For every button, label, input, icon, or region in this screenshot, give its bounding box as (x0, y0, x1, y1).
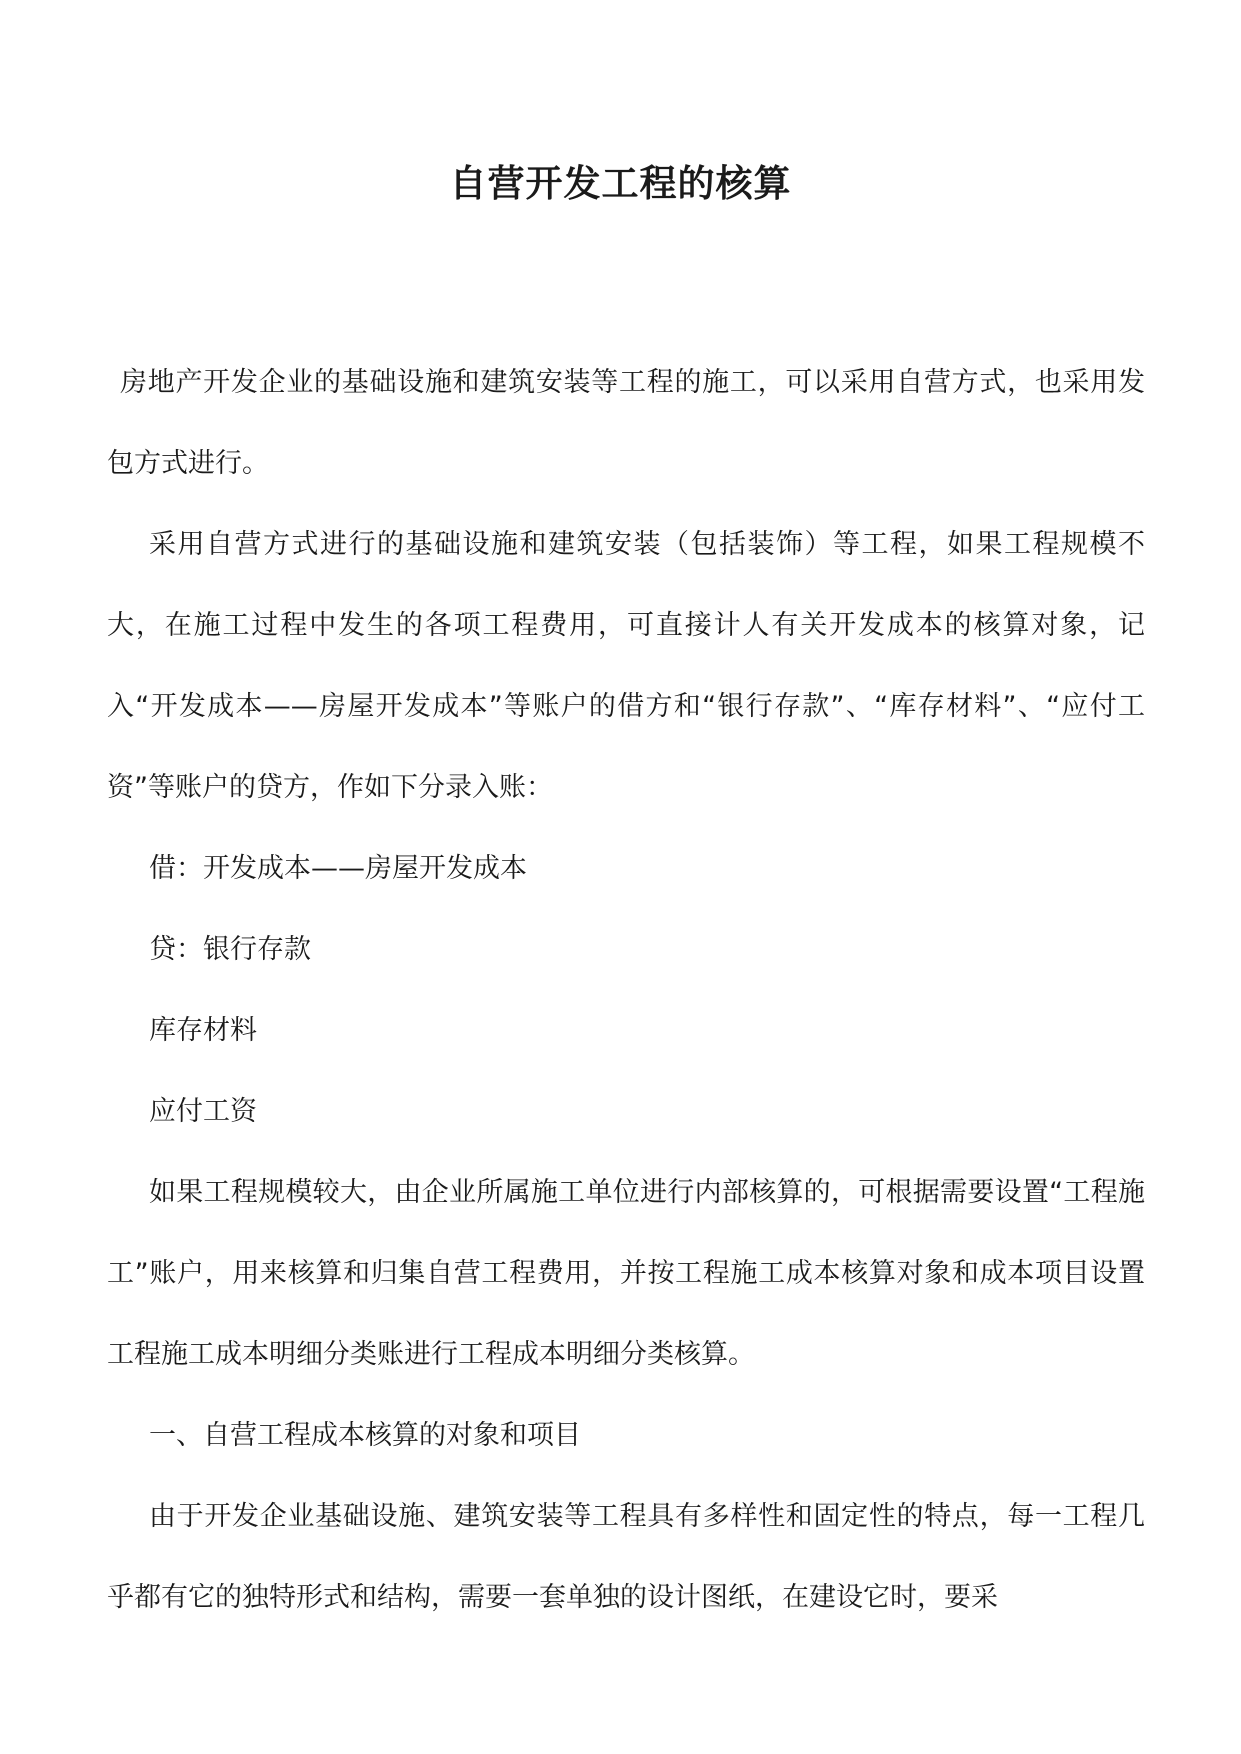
entry-credit-bank: 贷：银行存款 (149, 934, 311, 965)
entry-credit-wages: 应付工资 (149, 1096, 257, 1127)
paragraph-intro: 房地产开发企业的基础设施和建筑安装等工程的施工，可以采用自营方式，也采用发包方式进行。 (107, 367, 1145, 479)
entry-credit-materials: 库存材料 (149, 1015, 257, 1046)
paragraph-large-scale: 如果工程规模较大，由企业所属施工单位进行内部核算的，可根据需要设置“工程施工”账户，用来核算和归集自营工程费用，并按工程施工成本核算对象和成本项目设置工程施工成本明细分类账进行工程成本明细分类核算。 (107, 1177, 1145, 1370)
document-title: 自营开发工程的核算 (449, 162, 792, 205)
section-heading-1: 一、自营工程成本核算的对象和项目 (149, 1420, 581, 1451)
paragraph-characteristics: 由于开发企业基础设施、建筑安装等工程具有多样性和固定性的特点，每一工程几乎都有它的独特形式和结构，需要一套单独的设计图纸，在建设它时，要采 (107, 1501, 1145, 1613)
document-body (107, 342, 1145, 1638)
paragraph-self-operated: 采用自营方式进行的基础设施和建筑安装（包括装饰）等工程，如果工程规模不大，在施工过程中发生的各项工程费用，可直接计人有关开发成本的核算对象，记入“开发成本——房屋开发成本”等账户的借方和“银行存款”、“库存材料”、“应付工资”等账户的贷方，作如下分录入账： (107, 529, 1145, 803)
entry-debit: 借：开发成本——房屋开发成本 (149, 853, 527, 884)
